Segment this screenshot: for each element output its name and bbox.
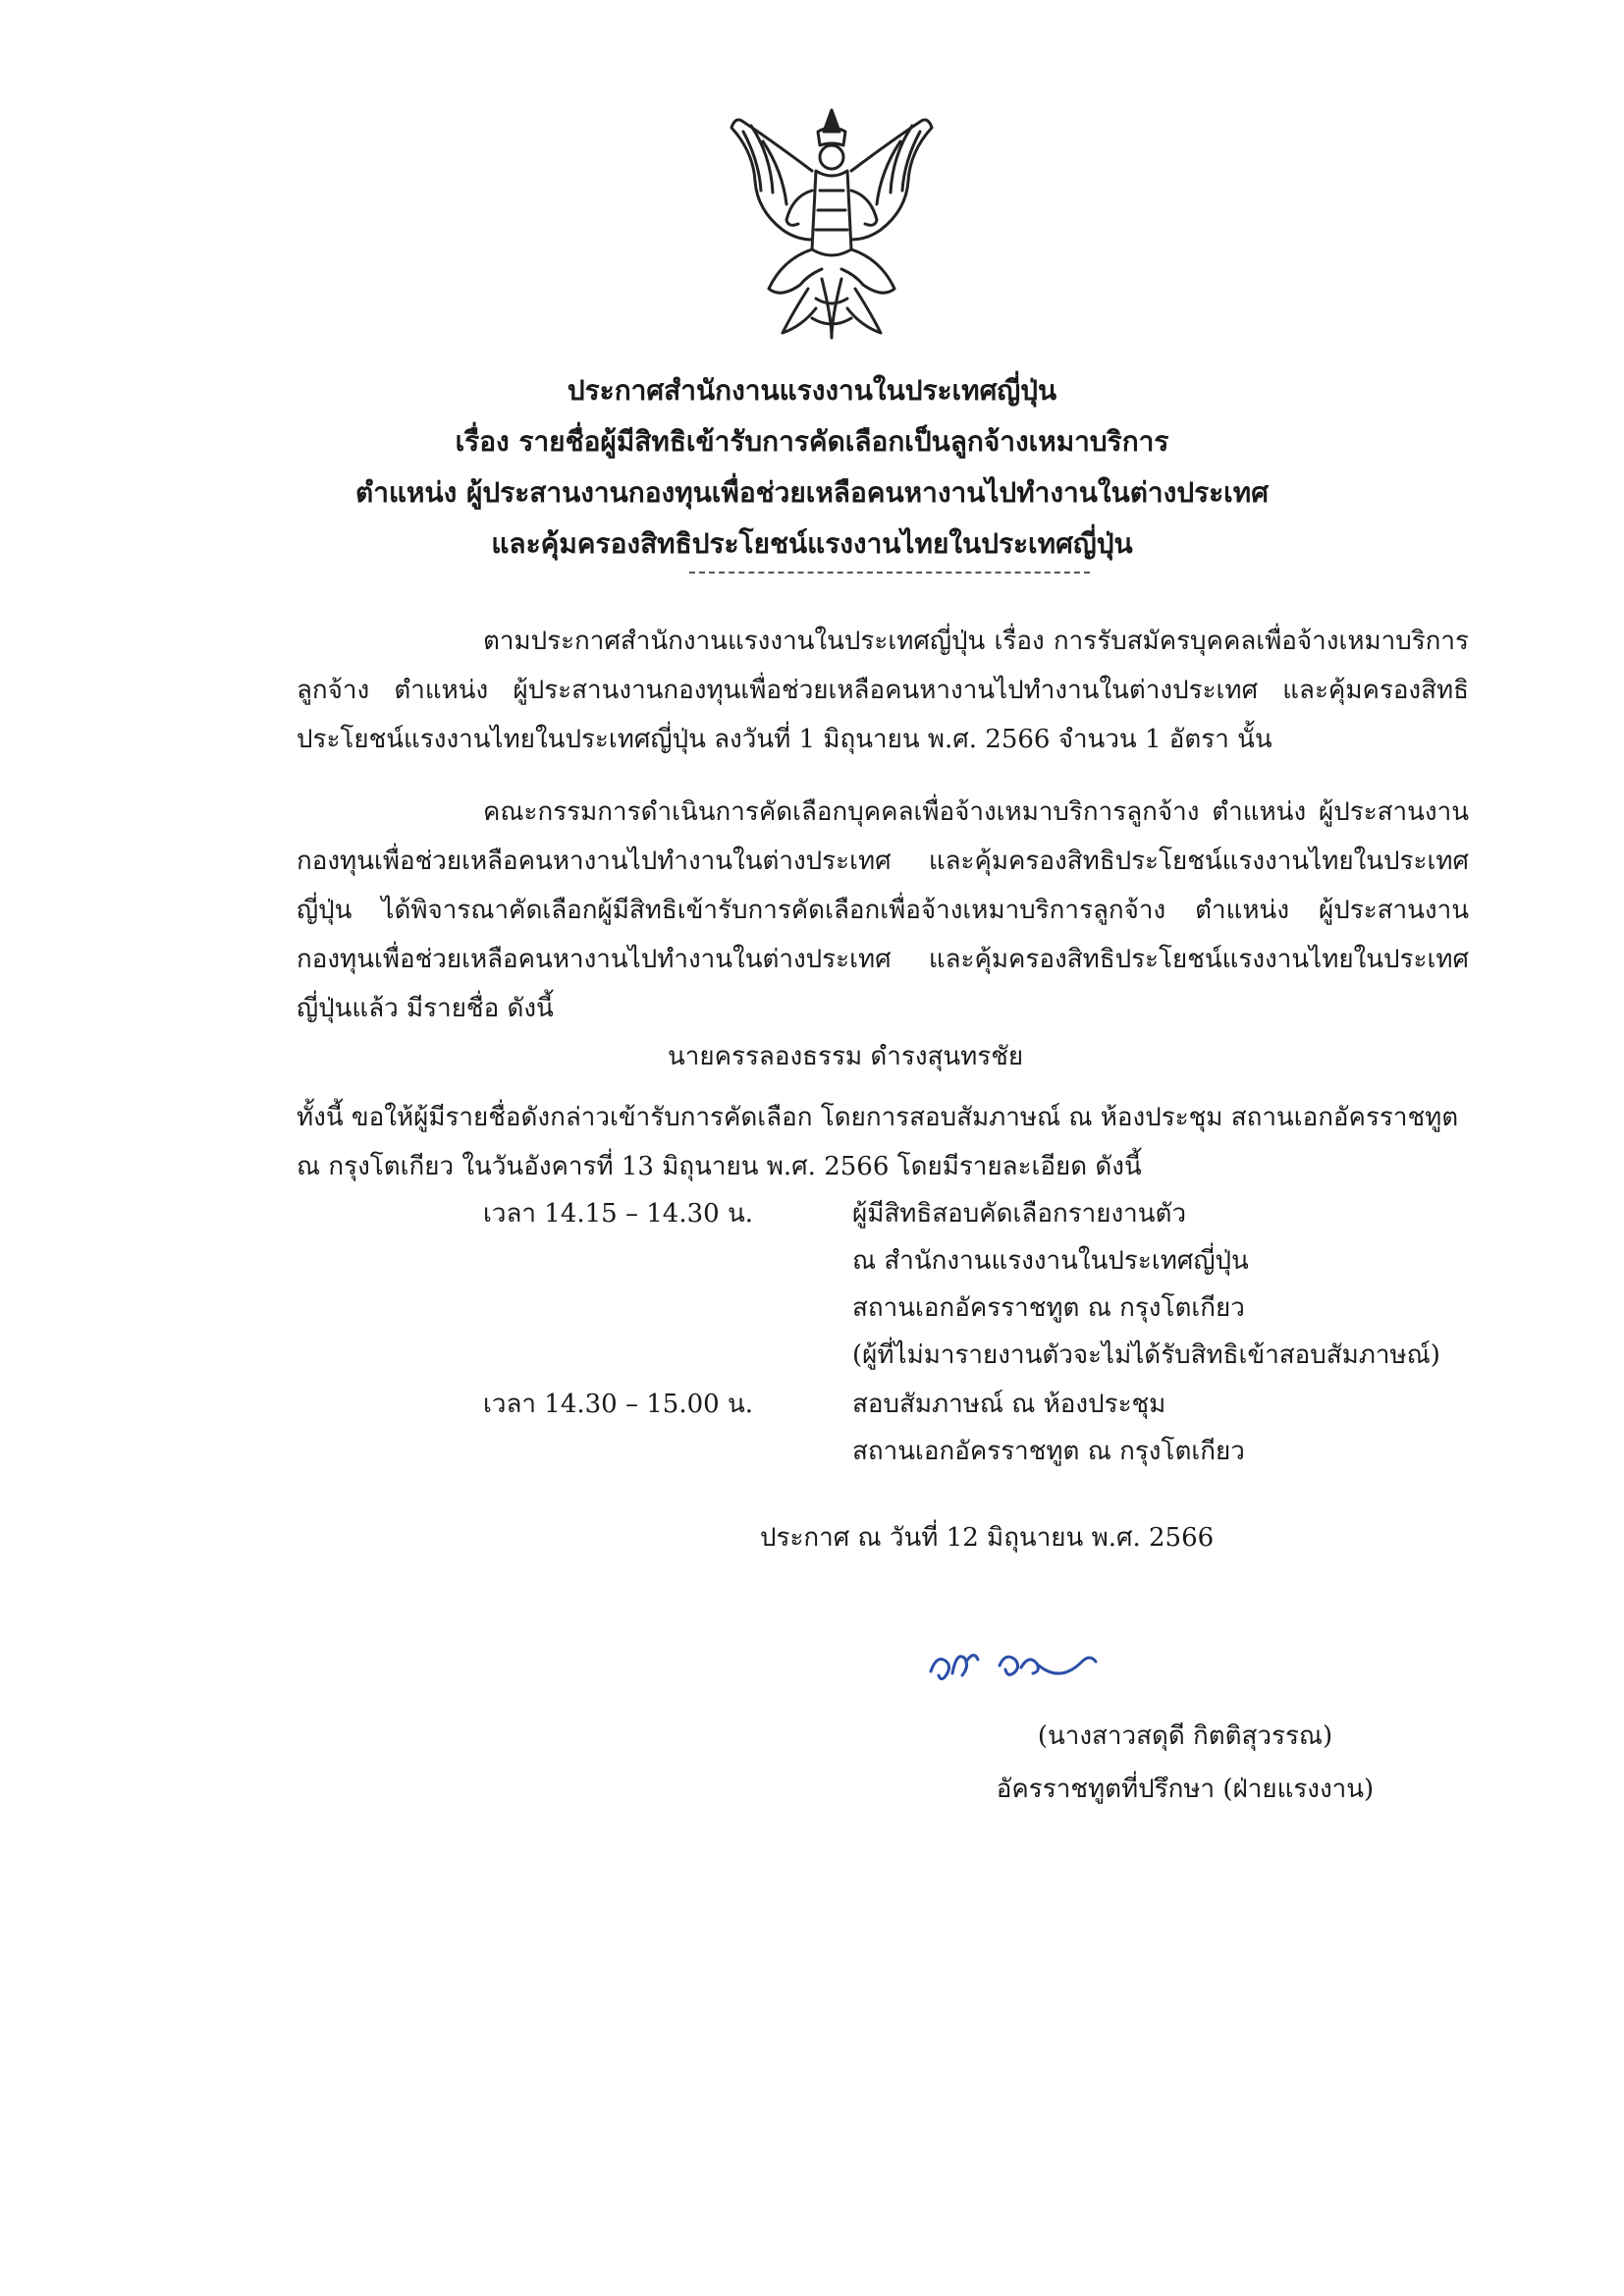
announcement-date: ประกาศ ณ วันที่ 12 มิถุนายน พ.ศ. 2566 (760, 1523, 1215, 1553)
signatory-title: อัครราชทูตที่ปรึกษา (ฝ่ายแรงงาน) (996, 1775, 1375, 1804)
candidate-name: นายครรลองธรรม ดำรงสุนทรชัย (668, 1042, 1024, 1071)
signatory-name: (นางสาวสดุดี กิตติสุวรรณ) (1037, 1722, 1333, 1751)
subject-line: เรื่อง รายชื่อผู้มีสิทธิเข้ารับการคัดเลือกเป็นลูกจ้างเหมาบริการ (455, 425, 1169, 458)
announcement-title: ประกาศสำนักงานแรงงานในประเทศญี่ปุ่น (567, 374, 1057, 407)
paragraph-committee-text: คณะกรรมการดำเนินการคัดเลือกบุคคลเพื่อจ้างเหมาบริการลูกจ้าง ตำแหน่ง ผู้ประสานงานกองทุนเพื่อช่วยเหลือคนหางานไปทำงานในต่างประเทศ และคุ้มครองสิทธิประโยชน์แรงงานไทยในประเทศญี่ปุ่น ได้พิจารณาคัดเลือกผู้มีสิทธิเข้ารับการคัดเลือกเพื่อจ้างเหมาบริการลูกจ้าง ตำแหน่ง ผู้ประสานงานกองทุนเพื่อช่วยเหลือคนหางานไปทำงานในต่างประเทศ และคุ้มครองสิทธิประโยชน์แรงงานไทยในประเทศญี่ปุ่นแล้ว มีรายชื่อ ดังนี้ (297, 797, 1469, 1023)
schedule-item-1-note: (ผู้ที่ไม่มารายงานตัวจะไม่ได้รับสิทธิเข้าสอบสัมภาษณ์) (852, 1340, 1440, 1370)
paragraph-interview-line2: ณ กรุงโตเกียว ในวันอังคารที่ 13 มิถุนายน พ.ศ. 2566 โดยมีรายละเอียด ดังนี้ (297, 1152, 1142, 1181)
schedule-item-1-line3: สถานเอกอัครราชทูต ณ กรุงโตเกียว (852, 1293, 1245, 1323)
paragraph-committee (297, 788, 1469, 1033)
schedule-item-1-line1: ผู้มีสิทธิสอบคัดเลือกรายงานตัว (852, 1199, 1187, 1229)
position-line-continued: และคุ้มครองสิทธิประโยชน์แรงงานไทยในประเทศญี่ปุ่น (491, 527, 1133, 560)
schedule-time-2: เวลา 14.30 – 15.00 น. (483, 1390, 753, 1419)
position-line: ตำแหน่ง ผู้ประสานงานกองทุนเพื่อช่วยเหลือคนหางานไปทำงานในต่างประเทศ (355, 476, 1269, 509)
paragraph-interview-line1: ทั้งนี้ ขอให้ผู้มีรายชื่อดังกล่าวเข้ารับการคัดเลือก โดยการสอบสัมภาษณ์ ณ ห้องประชุม สถานเอกอัครราชทูต (297, 1103, 1459, 1132)
garuda-emblem-icon (714, 102, 949, 348)
paragraph-reference (297, 617, 1469, 764)
schedule-time-1: เวลา 14.15 – 14.30 น. (483, 1199, 753, 1229)
handwritten-signature-icon (923, 1632, 1110, 1691)
paragraph-reference-text: ตามประกาศสำนักงานแรงงานในประเทศญี่ปุ่น เรื่อง การรับสมัครบุคคลเพื่อจ้างเหมาบริการลูกจ้าง ตำแหน่ง ผู้ประสานงานกองทุนเพื่อช่วยเหลือคนหางานไปทำงานในต่างประเทศ และคุ้มครองสิทธิประโยชน์แรงงานไทยในประเทศญี่ปุ่น ลงวันที่ 1 มิถุนายน พ.ศ. 2566 จำนวน 1 อัตรา นั้น (297, 627, 1469, 754)
schedule-item-2-line1: สอบสัมภาษณ์ ณ ห้องประชุม (852, 1390, 1166, 1419)
schedule-item-1-line2: ณ สำนักงานแรงงานในประเทศญี่ปุ่น (852, 1246, 1249, 1276)
title-divider (689, 572, 1090, 574)
schedule-item-2-line2: สถานเอกอัครราชทูต ณ กรุงโตเกียว (852, 1437, 1245, 1466)
